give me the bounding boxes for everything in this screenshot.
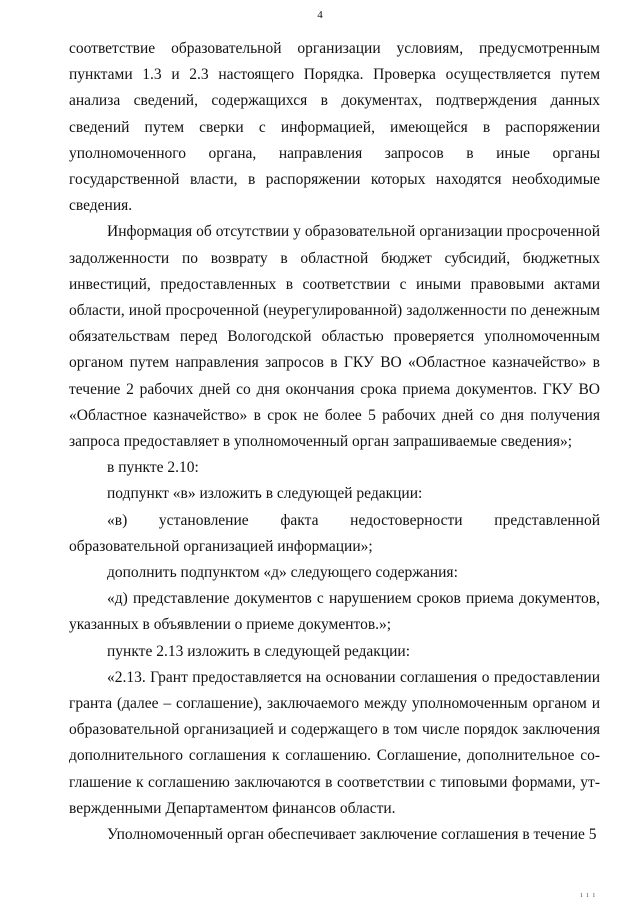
page-number: 4 (317, 9, 323, 21)
paragraph: дополнить подпунктом «д» следующего содержания: (107, 564, 458, 582)
paragraph: «д) представление документов с нарушением сроков приема документов, указанных в объявлении о приеме документов.»; (69, 590, 600, 634)
paragraph: «2.13. Грант предоставляется на основании соглашения о предоставлении гранта (далее – соглашение), заключаемого между уполномоченным органом и образовательной организацией и содержащего в том числе порядок заключения дополнительного соглашения к соглашению. Соглашение, дополнительное со-глашение к соглашению заключаются в соответствии с типовыми формами, ут-вержденными Департаментом финансов области. (69, 668, 600, 817)
paragraph: соответствие образовательной организации условиям, предусмотренным пунктами 1.3 и 2.3 настоящего Порядка. Проверка осуществляется путем анализа сведений, содержащихся в документах, подтверждения данных сведений путем сверки с информацией, имеющейся в распоряжении уполномоченного органа, направления запросов в иные органы государственной власти, в распоряжении которых находятся необходимые сведения. (69, 40, 600, 215)
document-body (69, 36, 600, 848)
paragraph: в пункте 2.10: (107, 459, 199, 477)
paragraph: «в) установление факта недостоверности представленной образовательной организацией информации»; (69, 511, 600, 555)
paragraph: пункте 2.13 изложить в следующей редакции: (107, 642, 411, 660)
footer-mark: ı ı ı (580, 890, 596, 899)
paragraph: Уполномоченный орган обеспечивает заключение соглашения в течение 5 (107, 826, 597, 844)
paragraph: Информация об отсутствии у образовательной организации просроченной задолженности по возврату в областной бюджет субсидий, бюджетных инвестиций, предоставленных в соответствии с иными правовыми актами области, иной просроченной (неурегулированной) задолженности по денежным обязательствам перед Вологодской областью проверяется уполномоченным органом путем направления запросов в ГКУ ВО «Областное казначейство» в течение 2 рабочих дней со дня окончания срока приема документов. ГКУ ВО «Областное казначейство» в срок не более 5 рабочих дней со дня получения запроса предоставляет в уполномоченный орган запрашиваемые сведения»; (69, 223, 600, 451)
paragraph: подпункт «в» изложить в следующей редакции: (107, 485, 423, 503)
